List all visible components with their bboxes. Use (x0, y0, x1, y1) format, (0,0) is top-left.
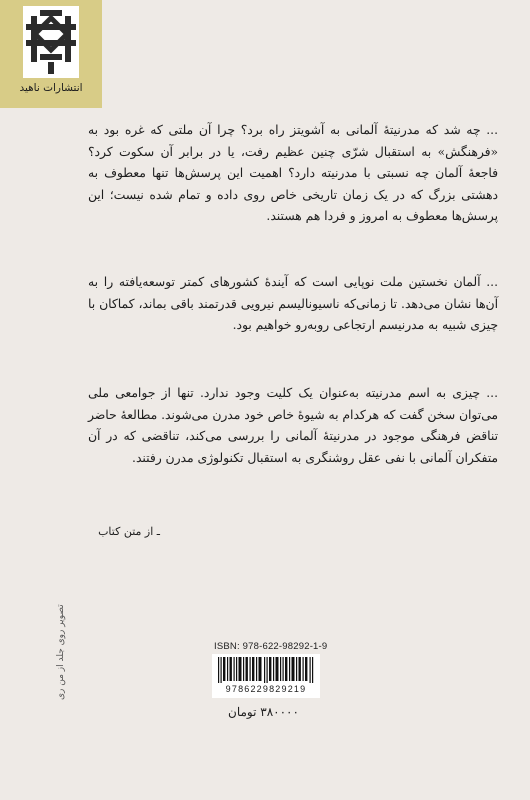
cover-image-credit: تصویر روی جلد از من ری (56, 604, 66, 700)
publisher-name: انتشارات ناهید (19, 82, 83, 94)
blurb-paragraph-3: ... چیزی به اسم مدرنیته به‌عنوان یک کلیت وجود ندارد. تنها از جوامعی ملی می‌توان سخن گفت که هرکدام به شیوهٔ خاص خود مدرن می‌شوند. مطالعهٔ حاضر تناقض فرهنگی موجود در مدرنیتهٔ آلمانی را بررسی می‌کند، تناقضی که در آن متفکران آلمانی با نفی عقل روشنگری به استقبال تکنولوژی مدرن رفتند. (88, 386, 498, 465)
publisher-logo-panel (0, 0, 102, 108)
barcode-icon (216, 657, 316, 683)
blurb-paragraph-2: ... آلمان نخستین ملت نوپایی است که آیندهٔ کشورهای کمتر توسعه‌یافته را به آن‌ها نشان می‌دهد. تا زمانی‌که ناسیونالیسم نیرویی قدرتمند باقی بماند، کماکان با چیزی شبیه به مدرنیسم ارتجاعی روبه‌رو خواهیم بود. (88, 275, 498, 332)
isbn-barcode (212, 654, 320, 698)
barcode-digits: 9786229829219 (225, 684, 307, 694)
publisher-star-logo-icon (23, 6, 79, 78)
source-note: ـ از متن کتاب (98, 525, 160, 538)
blurb-paragraph-1: ... چه شد که مدرنیتهٔ آلمانی به آشویتز راه برد؟ چرا آن ملتی که غره بود به «فرهنگش» به استقبال شرّی چنین عظیم رفت، یا در برابر آن سکوت کرد؟ فاجعهٔ آلمان چه نسبتی با مدرنیته دارد؟ اهمیت این پرسش‌ها تنها معطوف به دهشتی بزرگ که در یک زمان تاریخی خاص روی داده و تمام شده نیست؛ این پرسش‌ها معطوف به امروز و فردا هم هستند. (88, 123, 498, 223)
price-label: ۳۸۰۰۰۰ تومان (228, 705, 299, 719)
isbn-label: ISBN: 978-622-98292-1-9 (214, 641, 328, 652)
